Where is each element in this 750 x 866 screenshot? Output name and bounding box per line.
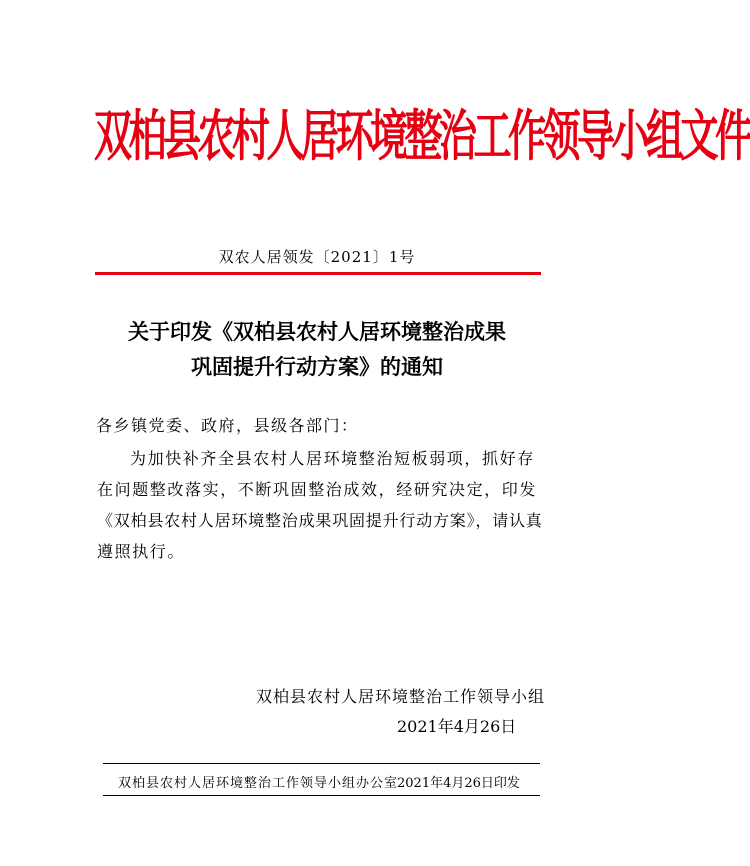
notice-title-line-2: 巩固提升行动方案》的通知: [191, 354, 443, 379]
salutation: 各乡镇党委、政府，县级各部门：: [96, 416, 359, 435]
footer-top-rule: [103, 763, 540, 764]
document-number: 双农人居领发〔2021〕1号: [218, 248, 416, 266]
body-line-1: 为加快补齐全县农村人居环境整治短板弱项，抓好存: [130, 449, 535, 468]
body-line-3: 《双柏县农村人居环境整治成果巩固提升行动方案》，请认真: [97, 511, 543, 530]
signature-date: 2021年4月26日: [397, 717, 517, 736]
footer-issuing-office: 双柏县农村人居环境整治工作领导小组办公室: [118, 776, 399, 791]
red-separator-line: [95, 272, 541, 275]
footer-print-date: 2021年4月26日印发: [397, 776, 520, 791]
notice-title-line-1: 关于印发《双柏县农村人居环境整治成果: [128, 319, 506, 344]
body-line-4: 遵照执行。: [97, 542, 186, 561]
signature-organization: 双柏县农村人居环境整治工作领导小组: [256, 687, 546, 706]
footer-bottom-rule: [103, 795, 540, 796]
body-line-2: 在问题整改落实，不断巩固整治成效，经研究决定，印发: [97, 480, 538, 499]
document-red-header: 双柏县农村人居环境整治工作领导小组文件: [94, 102, 750, 168]
